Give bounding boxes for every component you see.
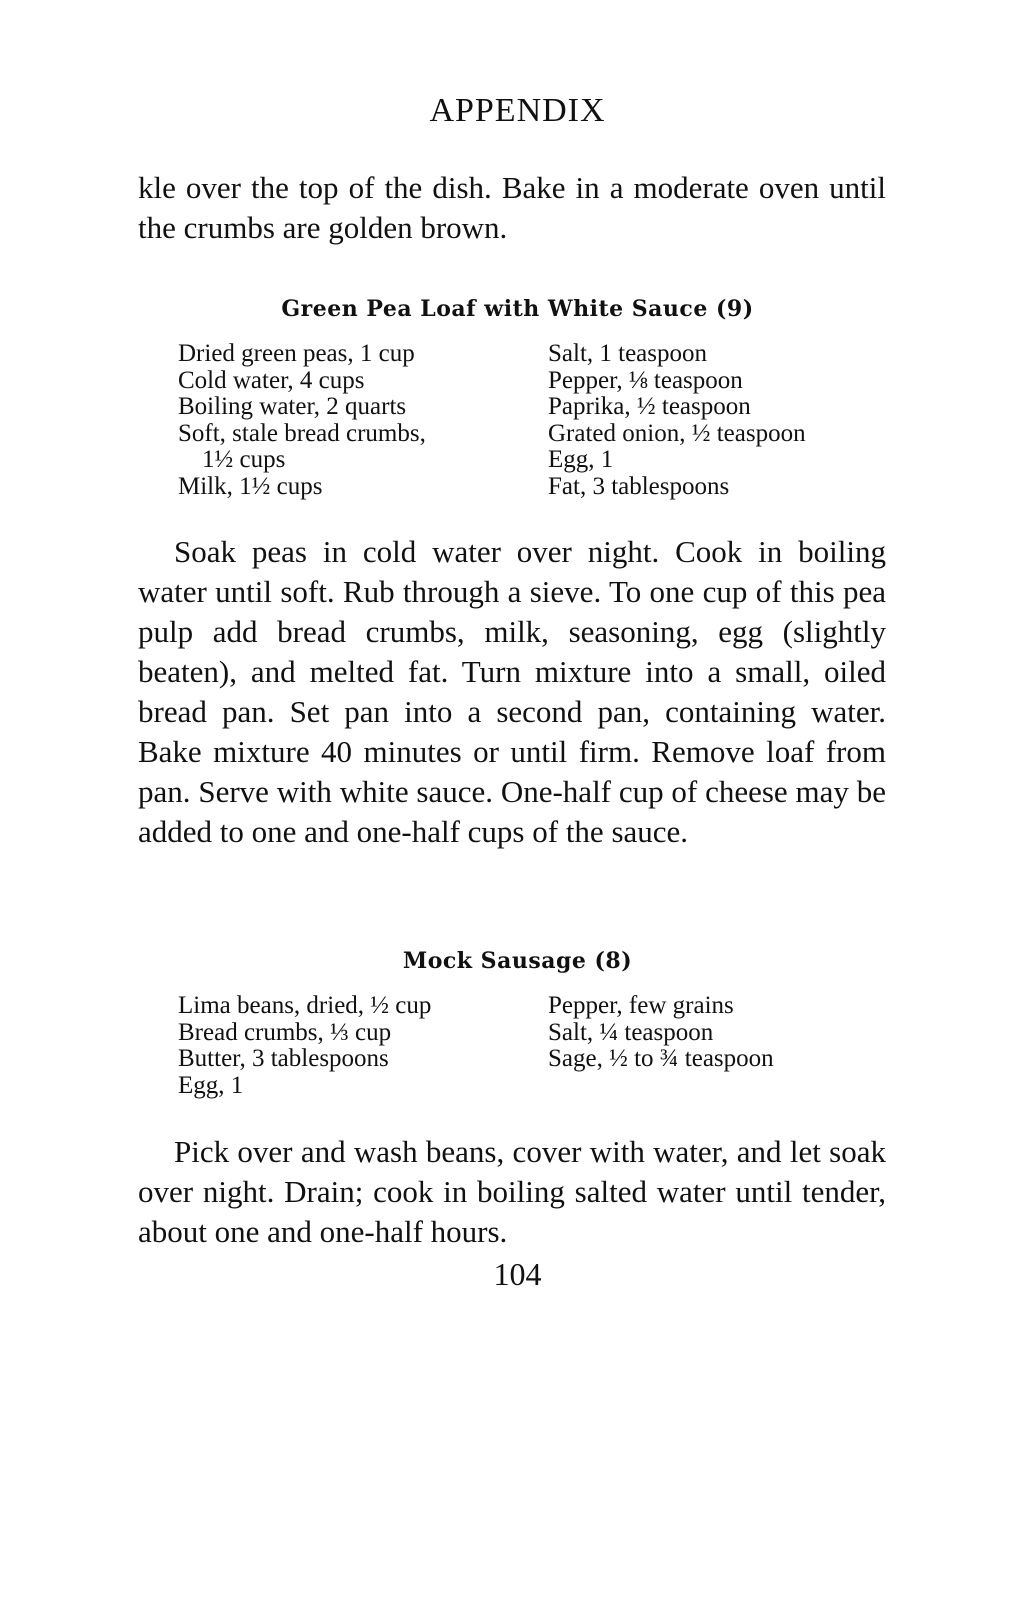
ingredient-item: Sage, ½ to ¾ teaspoon (548, 1045, 774, 1072)
ingredient-item: Fat, 3 tablespoons (548, 472, 730, 500)
ingredient-item: Egg, 1 (178, 1071, 244, 1099)
ingredients-mock-sausage (178, 993, 898, 1099)
recipe-title-mock-sausage: Mock Sausage (8) (402, 948, 633, 974)
ingredient-item: Pepper, few grains (548, 992, 734, 1019)
ingredients-left-column (178, 993, 548, 1099)
ingredient-item: Pepper, ⅛ teaspoon (548, 366, 743, 394)
ingredient-item-continuation: 1½ cups (202, 446, 286, 473)
ingredients-left-column (178, 341, 548, 500)
page-number: 104 (493, 1256, 542, 1292)
ingredient-item: Grated onion, ½ teaspoon (548, 419, 806, 447)
intro-paragraph: kle over the top of the dish. Bake in a moderate oven until the crumbs are golden brown. (138, 170, 886, 245)
directions-mock-sausage: Pick over and wash beans, cover with water, and let soak over night. Drain; cook in boiling salted water until tender, about one and one-half hours. (138, 1134, 886, 1249)
ingredient-item: Cold water, 4 cups (178, 366, 365, 394)
ingredient-item: Lima beans, dried, ½ cup (178, 992, 432, 1019)
ingredient-item: Milk, 1½ cups (178, 472, 323, 500)
ingredient-item: Bread crumbs, ⅓ cup (178, 1018, 392, 1046)
ingredient-item: Boiling water, 2 quarts (178, 393, 407, 420)
ingredient-item: Soft, stale bread crumbs, (178, 419, 426, 447)
running-head: APPENDIX (429, 92, 606, 129)
ingredient-item: Salt, ¼ teaspoon (548, 1018, 714, 1046)
recipe-title-green-pea-loaf: Green Pea Loaf with White Sauce (9) (281, 296, 754, 322)
ingredients-right-column (548, 341, 898, 500)
ingredients-right-column (548, 993, 898, 1099)
ingredient-item: Salt, 1 teaspoon (548, 340, 708, 367)
directions-green-pea-loaf: Soak peas in cold water over night. Cook in boiling water until soft. Rub through a sieve. To one cup of this pea pulp add bread crumbs, milk, seasoning, egg (slightly beaten), and melted fat. Turn mixture into a small, oiled bread pan. Set pan into a second pan, containing water. Bake mixture 40 minutes or until firm. Remove loaf from pan. Serve with white sauce. One-half cup of cheese may be added to one and one-half cups of the sauce. (138, 534, 886, 849)
ingredients-green-pea-loaf (178, 341, 898, 500)
ingredient-item: Paprika, ½ teaspoon (548, 393, 751, 420)
ingredient-item: Butter, 3 tablespoons (178, 1045, 389, 1072)
ingredient-item: Dried green peas, 1 cup (178, 340, 415, 367)
ingredient-item: Egg, 1 (548, 446, 614, 473)
